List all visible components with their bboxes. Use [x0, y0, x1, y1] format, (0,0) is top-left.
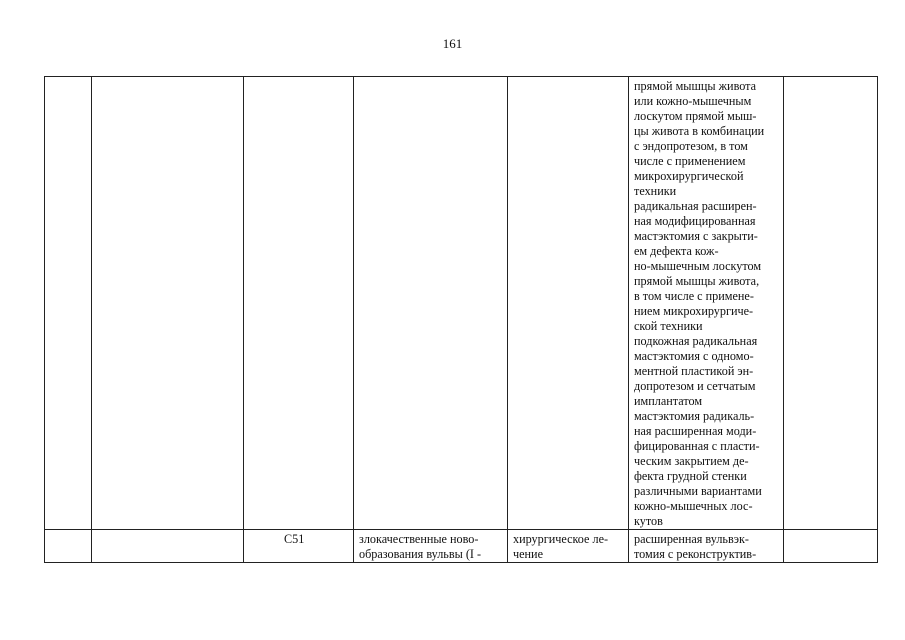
method-line: мастэктомия радикаль-	[634, 409, 755, 423]
method-line: с эндопротезом, в том	[634, 139, 748, 153]
table-row	[45, 77, 878, 530]
method-line: томия с реконструктив-	[634, 547, 757, 561]
table-cell-diagnosis	[354, 530, 508, 563]
table-cell-treatment	[508, 530, 629, 563]
table-cell-code	[244, 77, 354, 530]
method-line: в том числе с примене-	[634, 289, 754, 303]
method-line: допротезом и сетчатым	[634, 379, 756, 393]
method-line: фицированная с пласти-	[634, 439, 760, 453]
method-line: кожно-мышечных лос-	[634, 499, 753, 513]
table-cell-method	[629, 530, 784, 563]
table-cell-profile	[92, 530, 244, 563]
method-line: ная модифицированная	[634, 214, 756, 228]
method-line: мастэктомия с закрыти-	[634, 229, 758, 243]
method-line: техники	[634, 184, 677, 198]
icd-code: C51	[284, 532, 305, 546]
method-line: прямой мышцы живота	[634, 79, 757, 93]
method-line: подкожная радикальная	[634, 334, 758, 348]
method-line: ментной пластикой эн-	[634, 364, 754, 378]
method-line: но-мышечным лоскутом	[634, 259, 762, 273]
method-line: ная расширенная моди-	[634, 424, 757, 438]
method-line: цы живота в комбинации	[634, 124, 765, 138]
method-line: микрохирургической	[634, 169, 744, 183]
treatment-line: хирургическое ле-	[513, 532, 609, 546]
table-cell-method	[629, 77, 784, 530]
method-line: мастэктомия с одномо-	[634, 349, 754, 363]
method-line: имплантатом	[634, 394, 703, 408]
table-cell-number	[45, 530, 92, 563]
medical-care-table	[44, 76, 878, 563]
table-cell-standard	[784, 77, 878, 530]
method-line: различными вариантами	[634, 484, 762, 498]
method-line: или кожно-мышечным	[634, 94, 752, 108]
table-cell-treatment	[508, 77, 629, 530]
method-line: нием микрохирургиче-	[634, 304, 754, 318]
method-line: прямой мышцы живота,	[634, 274, 760, 288]
table-cell-number	[45, 77, 92, 530]
method-line: фекта грудной стенки	[634, 469, 747, 483]
method-line: расширенная вульвэк-	[634, 532, 749, 546]
table-cell-diagnosis	[354, 77, 508, 530]
method-line: лоскутом прямой мыш-	[634, 109, 757, 123]
method-line: кутов	[634, 514, 663, 528]
method-line: числе с применением	[634, 154, 746, 168]
method-line: ем дефекта кож-	[634, 244, 719, 258]
method-line: радикальная расширен-	[634, 199, 757, 213]
table-cell-profile	[92, 77, 244, 530]
diagnosis-line: злокачественные ново-	[359, 532, 479, 546]
table-row	[45, 530, 878, 563]
page-number: 161	[442, 36, 463, 51]
table-cell-code	[244, 530, 354, 563]
method-line: ской техники	[634, 319, 703, 333]
diagnosis-line: образования вульвы (I -	[359, 547, 482, 561]
table-cell-standard	[784, 530, 878, 563]
treatment-line: чение	[513, 547, 543, 561]
method-line: ческим закрытием де-	[634, 454, 749, 468]
